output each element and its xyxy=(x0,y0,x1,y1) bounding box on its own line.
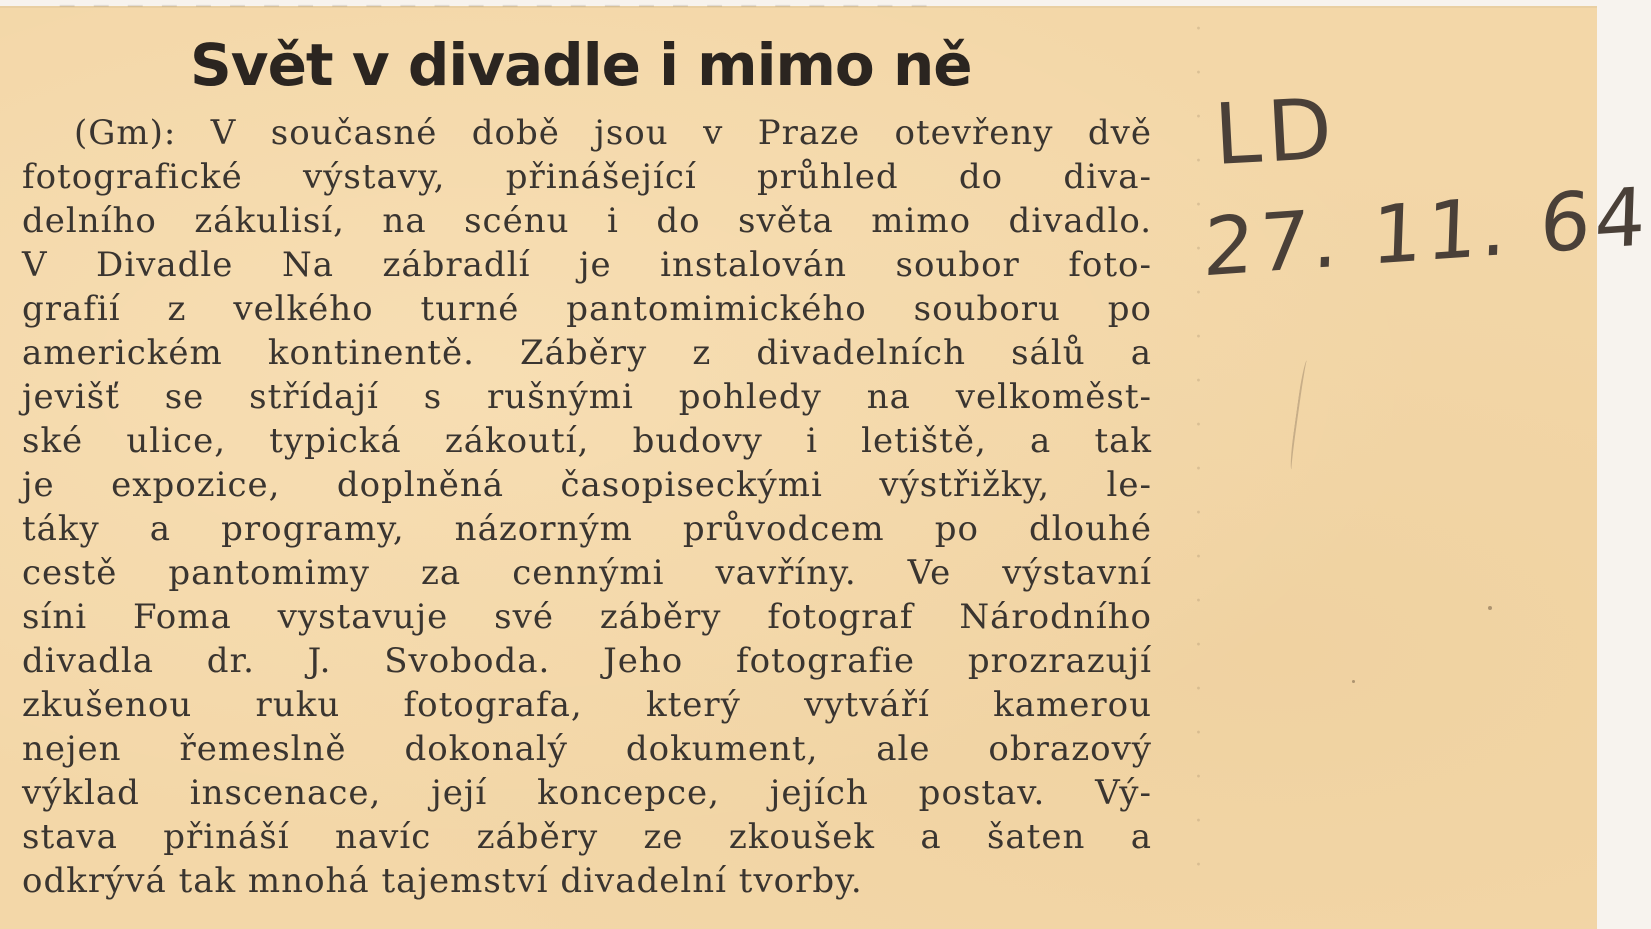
article-line: delního zákulisí, na scénu i do světa mimo divadlo. xyxy=(22,201,1152,241)
article-line: ské ulice, typická zákoutí, budovy i letiště, a tak xyxy=(22,421,1152,461)
article-line: americkém kontinentě. Záběry z divadelních sálů a xyxy=(22,333,1152,373)
article-line: fotografické výstavy, přinášející průhled do diva- xyxy=(22,157,1152,197)
paper-speck xyxy=(1352,680,1355,683)
bleed-through-text-column: · · · · · · · · · · · · · · · · · · · · xyxy=(1195,17,1202,878)
article-line: táky a programy, názorným průvodcem po dlouhé xyxy=(22,509,1152,549)
article-line: odkrývá tak mnohá tajemství divadelní tvorby. xyxy=(22,861,863,901)
article-line: výklad inscenace, její koncepce, jejích postav. Vý- xyxy=(22,773,1152,813)
handwritten-date: 27. 11. 64 xyxy=(1201,169,1651,295)
article-body xyxy=(22,111,1152,903)
handwritten-initials: LD xyxy=(1211,79,1341,184)
article-line: je expozice, doplněná časopiseckými výstřižky, le- xyxy=(22,465,1152,505)
article-line: zkušenou ruku fotografa, který vytváří kamerou xyxy=(22,685,1152,725)
article-line: grafií z velkého turné pantomimického souboru po xyxy=(22,289,1152,329)
article-line: V Divadle Na zábradlí je instalován soubor foto- xyxy=(22,245,1152,285)
article-line: síni Foma vystavuje své záběry fotograf Národního xyxy=(22,597,1152,637)
article-line: stava přináší navíc záběry ze zkoušek a šaten a xyxy=(22,817,1152,857)
article-line: nejen řemeslně dokonalý dokument, ale obrazový xyxy=(22,729,1152,769)
bleed-through-text-top: ─ ─ ─ ─ ─ ─ ─ ─ ─ ─ ─ ─ ─ ─ ─ ─ ─ ─ ─ ─ ─ ─ ─ ─ ─ ─ xyxy=(60,0,933,20)
pencil-mark xyxy=(1288,360,1311,470)
article-line: (Gm): V současné době jsou v Praze otevřeny dvě xyxy=(74,113,1152,153)
paper-speck xyxy=(1488,606,1492,610)
article-line: divadla dr. J. Svoboda. Jeho fotografie prozrazují xyxy=(22,641,1152,681)
article-line: cestě pantomimy za cennými vavříny. Ve výstavní xyxy=(22,553,1152,593)
article-headline: Svět v divadle i mimo ně xyxy=(190,31,972,99)
article-line: jevišť se střídají s rušnými pohledy na velkoměst- xyxy=(22,377,1152,417)
